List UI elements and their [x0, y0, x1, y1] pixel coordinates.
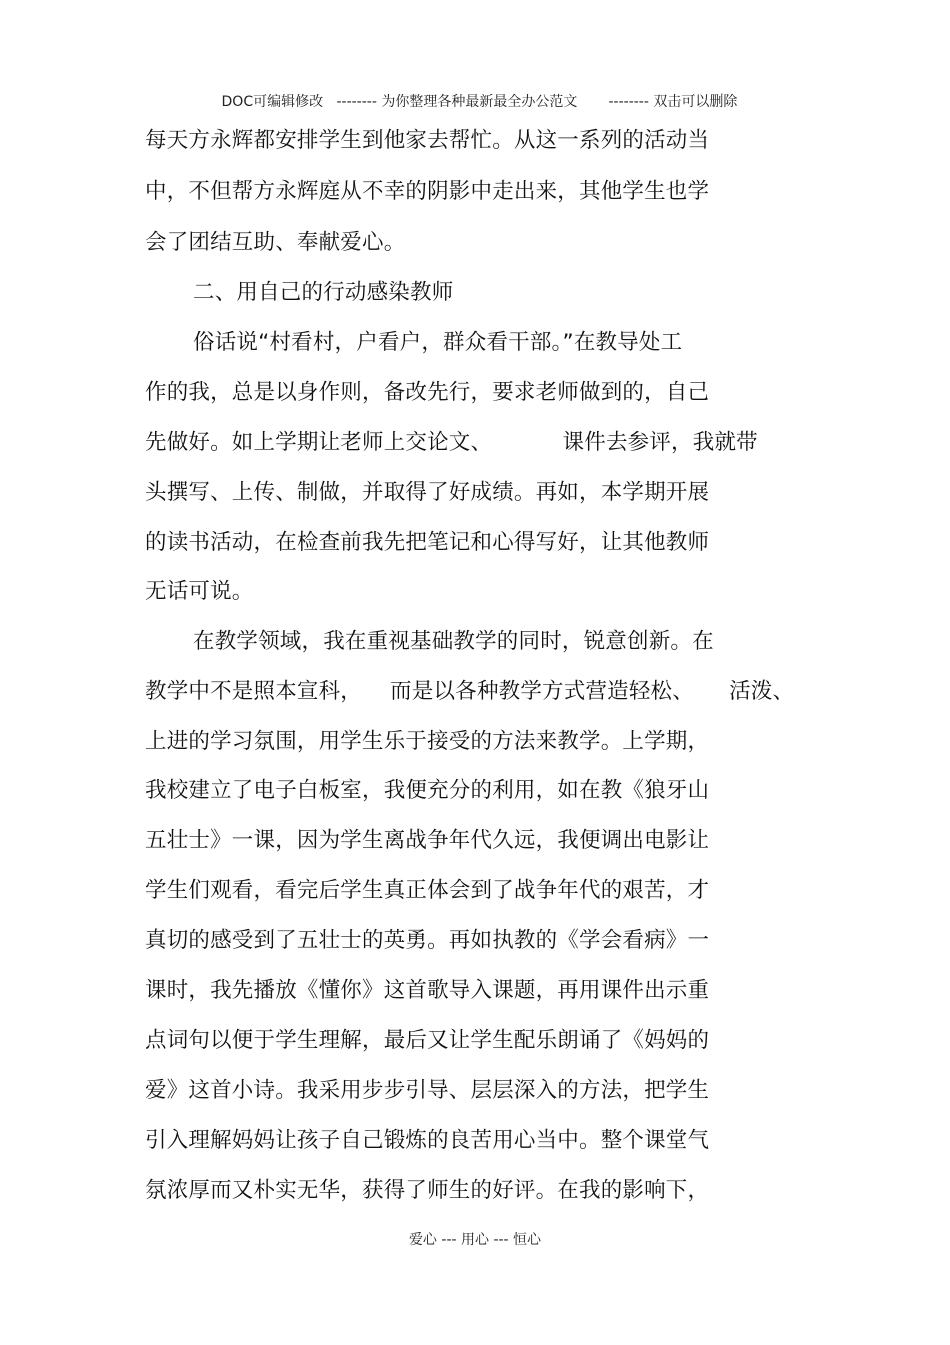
- text-line: 教学中不是照本宣科， 而是以各种教学方式营造轻松、 活泼、: [145, 679, 795, 704]
- header-note: -------- 双击可以删除: [608, 94, 738, 110]
- text-line: 的读书活动，在检查前我先把笔记和心得写好，让其他教师: [145, 530, 710, 555]
- text-line: 引入理解妈妈让孩子自己锻炼的良苦用心当中。整个课堂气: [145, 1128, 710, 1153]
- text-line: 会了团结互助、奉献爱心。: [145, 230, 406, 255]
- page-header: [0, 72, 950, 112]
- text-line: 爱》这首小诗。我采用步步引导、层层深入的方法，把学生: [145, 1078, 710, 1103]
- text-line: 无话可说。: [145, 579, 254, 604]
- text-line: 先做好。如上学期让老师上交论文、 课件去参评，我就带: [145, 430, 758, 455]
- page-footer: 爱心 --- 用心 --- 恒心: [408, 1232, 542, 1248]
- text-line: 课时，我先播放《懂你》这首歌导入课题，再用课件出示重: [145, 978, 710, 1003]
- text-line: 我校建立了电子白板室，我便充分的利用，如在教《狼牙山: [145, 778, 710, 803]
- section-heading: 二、用自己的行动感染教师: [193, 280, 454, 305]
- text-line: 作的我，总是以身作则，备改先行，要求老师做到的，自己: [145, 380, 710, 405]
- text-line: 点词句以便于学生理解，最后又让学生配乐朗诵了《妈妈的: [145, 1028, 710, 1053]
- text-line: 头撰写、上传、制做，并取得了好成绩。再如，本学期开展: [145, 480, 710, 505]
- text-line: 在教学领域，我在重视基础教学的同时，锐意创新。在: [193, 629, 714, 654]
- text-line: 五壮士》一课，因为学生离战争年代久远，我便调出电影让: [145, 828, 710, 853]
- text-line: 真切的感受到了五壮士的英勇。再如执教的《学会看病》一: [145, 928, 710, 953]
- text-line: 上进的学习氛围，用学生乐于接受的方法来教学。上学期，: [145, 729, 710, 754]
- text-line: 学生们观看，看完后学生真正体会到了战争年代的艰苦，才: [145, 878, 710, 903]
- text-line: 每天方永辉都安排学生到他家去帮忙。从这一系列的活动当: [145, 128, 710, 153]
- text-line: 中，不但帮方永辉庭从不幸的阴影中走出来，其他学生也学: [145, 179, 710, 204]
- text-line: 氛浓厚而又朴实无华，获得了师生的好评。在我的影响下，: [145, 1178, 710, 1203]
- header-doc-label: DOC可编辑修改: [221, 94, 324, 110]
- header-subtitle: -------- 为你整理各种最新最全办公范文: [336, 94, 578, 110]
- text-line: 俗话说“村看村，户看户，群众看干部。”在教导处工: [193, 330, 683, 355]
